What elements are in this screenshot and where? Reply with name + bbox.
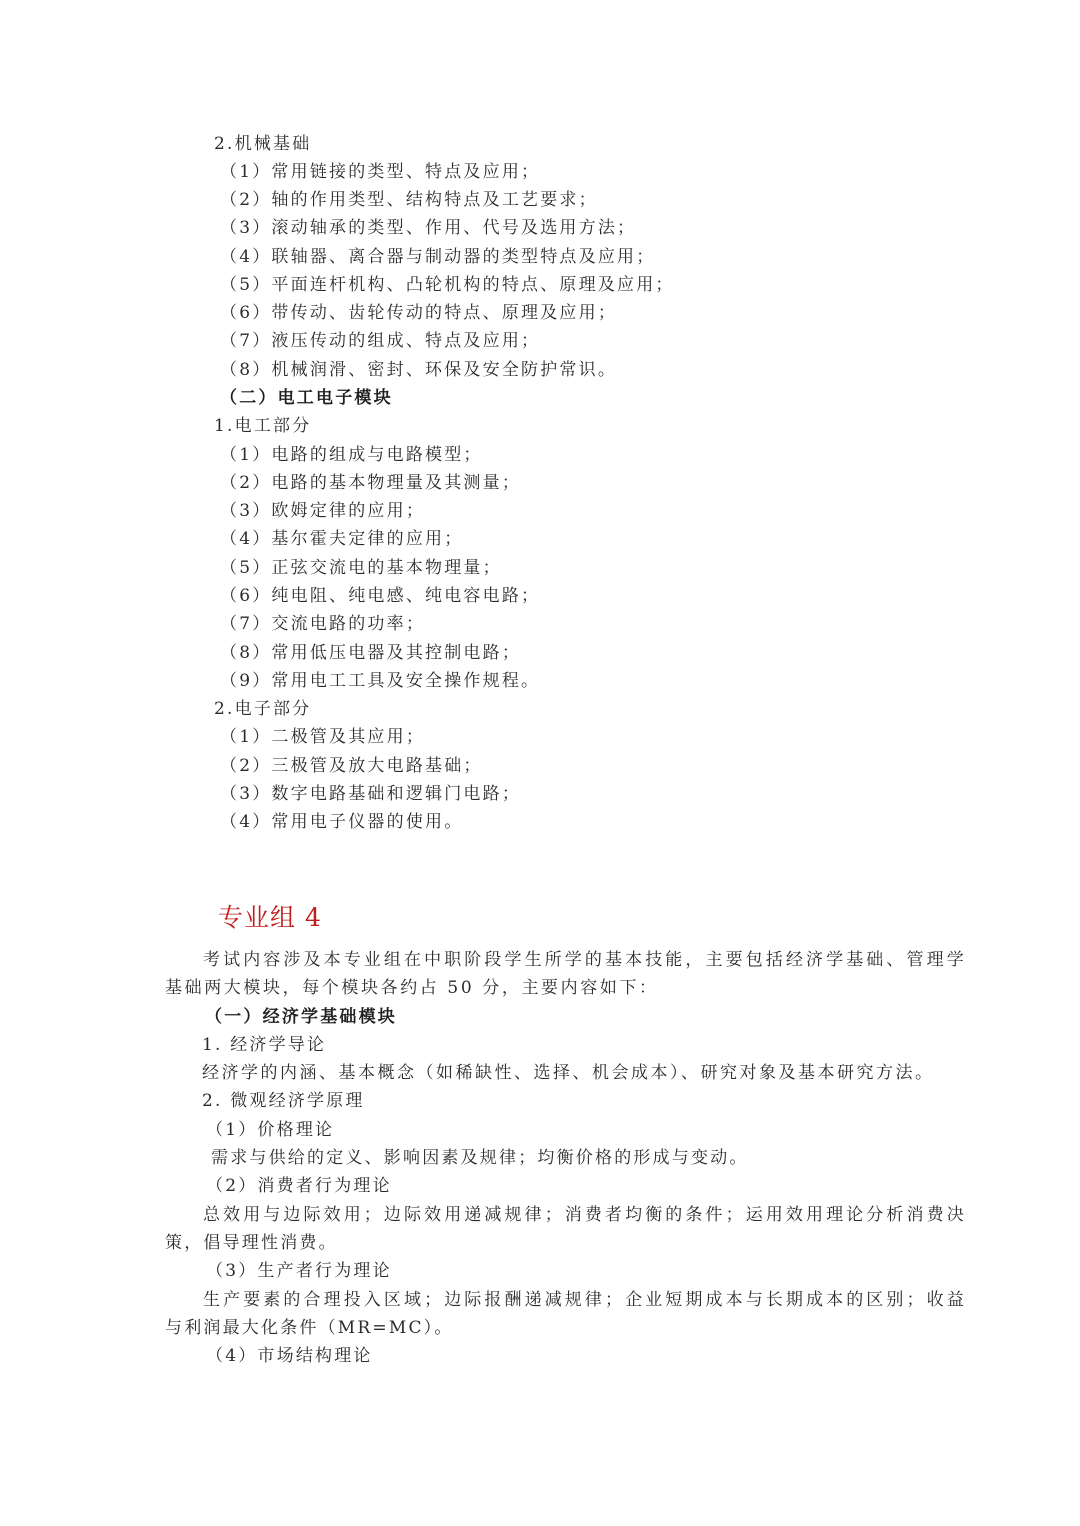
group-title: 专业组 4 <box>218 903 322 932</box>
list-item: （4）常用电子仪器的使用。 <box>220 812 464 832</box>
section-heading-mechanical-basics: 2.机械基础 <box>214 134 312 154</box>
list-item: （2）电路的基本物理量及其测量； <box>220 473 522 493</box>
section-heading-electrical: 1.电工部分 <box>214 416 312 436</box>
module-heading-electrical: （二）电工电子模块 <box>220 388 393 408</box>
list-item: （1）二极管及其应用； <box>220 727 426 747</box>
list-item: （6）纯电阻、纯电感、纯电容电路； <box>220 586 541 606</box>
intro-paragraph-line: 基础两大模块，每个模块各约占 50 分，主要内容如下： <box>165 978 659 998</box>
subsection-heading-market: （4）市场结构理论 <box>206 1346 373 1366</box>
list-item: （2）三极管及放大电路基础； <box>220 756 483 776</box>
list-item: （7）交流电路的功率； <box>220 614 426 634</box>
list-item: （8）机械润滑、密封、环保及安全防护常识。 <box>220 360 618 380</box>
body-text: 生产要素的合理投入区域；边际报酬递减规律；企业短期成本与长期成本的区别；收益 <box>203 1290 967 1310</box>
subsection-heading-producer: （3）生产者行为理论 <box>206 1261 392 1281</box>
module-heading-economics: （一）经济学基础模块 <box>205 1007 397 1027</box>
section-heading-micro-economics: 2. 微观经济学原理 <box>202 1091 365 1111</box>
body-text: 总效用与边际效用；边际效用递减规律；消费者均衡的条件；运用效用理论分析消费决 <box>203 1205 967 1225</box>
list-item: （4）联轴器、离合器与制动器的类型特点及应用； <box>220 247 656 267</box>
section-heading-intro-economics: 1. 经济学导论 <box>202 1035 327 1055</box>
list-item: （4）基尔霍夫定律的应用； <box>220 529 464 549</box>
list-item: （9）常用电工工具及安全操作规程。 <box>220 671 541 691</box>
list-item: （2）轴的作用类型、结构特点及工艺要求； <box>220 190 598 210</box>
body-text: 需求与供给的定义、影响因素及规律；均衡价格的形成与变动。 <box>211 1148 749 1168</box>
list-item: （3）欧姆定律的应用； <box>220 501 426 521</box>
list-item: （8）常用低压电器及其控制电路； <box>220 643 522 663</box>
list-item: （3）滚动轴承的类型、作用、代号及选用方法； <box>220 218 637 238</box>
intro-paragraph-line: 考试内容涉及本专业组在中职阶段学生所学的基本技能，主要包括经济学基础、管理学 <box>203 950 967 970</box>
body-text: 与利润最大化条件（MR=MC）。 <box>165 1318 454 1338</box>
list-item: （5）正弦交流电的基本物理量； <box>220 558 502 578</box>
list-item: （6）带传动、齿轮传动的特点、原理及应用； <box>220 303 618 323</box>
subsection-heading-consumer: （2）消费者行为理论 <box>206 1176 392 1196</box>
body-text: 策，倡导理性消费。 <box>165 1233 338 1253</box>
list-item: （3）数字电路基础和逻辑门电路； <box>220 784 522 804</box>
subsection-heading-price: （1）价格理论 <box>206 1120 335 1140</box>
list-item: （5）平面连杆机构、凸轮机构的特点、原理及应用； <box>220 275 675 295</box>
list-item: （7）液压传动的组成、特点及应用； <box>220 331 541 351</box>
list-item: （1）常用链接的类型、特点及应用； <box>220 162 541 182</box>
body-text: 经济学的内涵、基本概念（如稀缺性、选择、机会成本）、研究对象及基本研究方法。 <box>202 1063 935 1083</box>
list-item: （1）电路的组成与电路模型； <box>220 445 483 465</box>
section-heading-electronics: 2.电子部分 <box>214 699 312 719</box>
